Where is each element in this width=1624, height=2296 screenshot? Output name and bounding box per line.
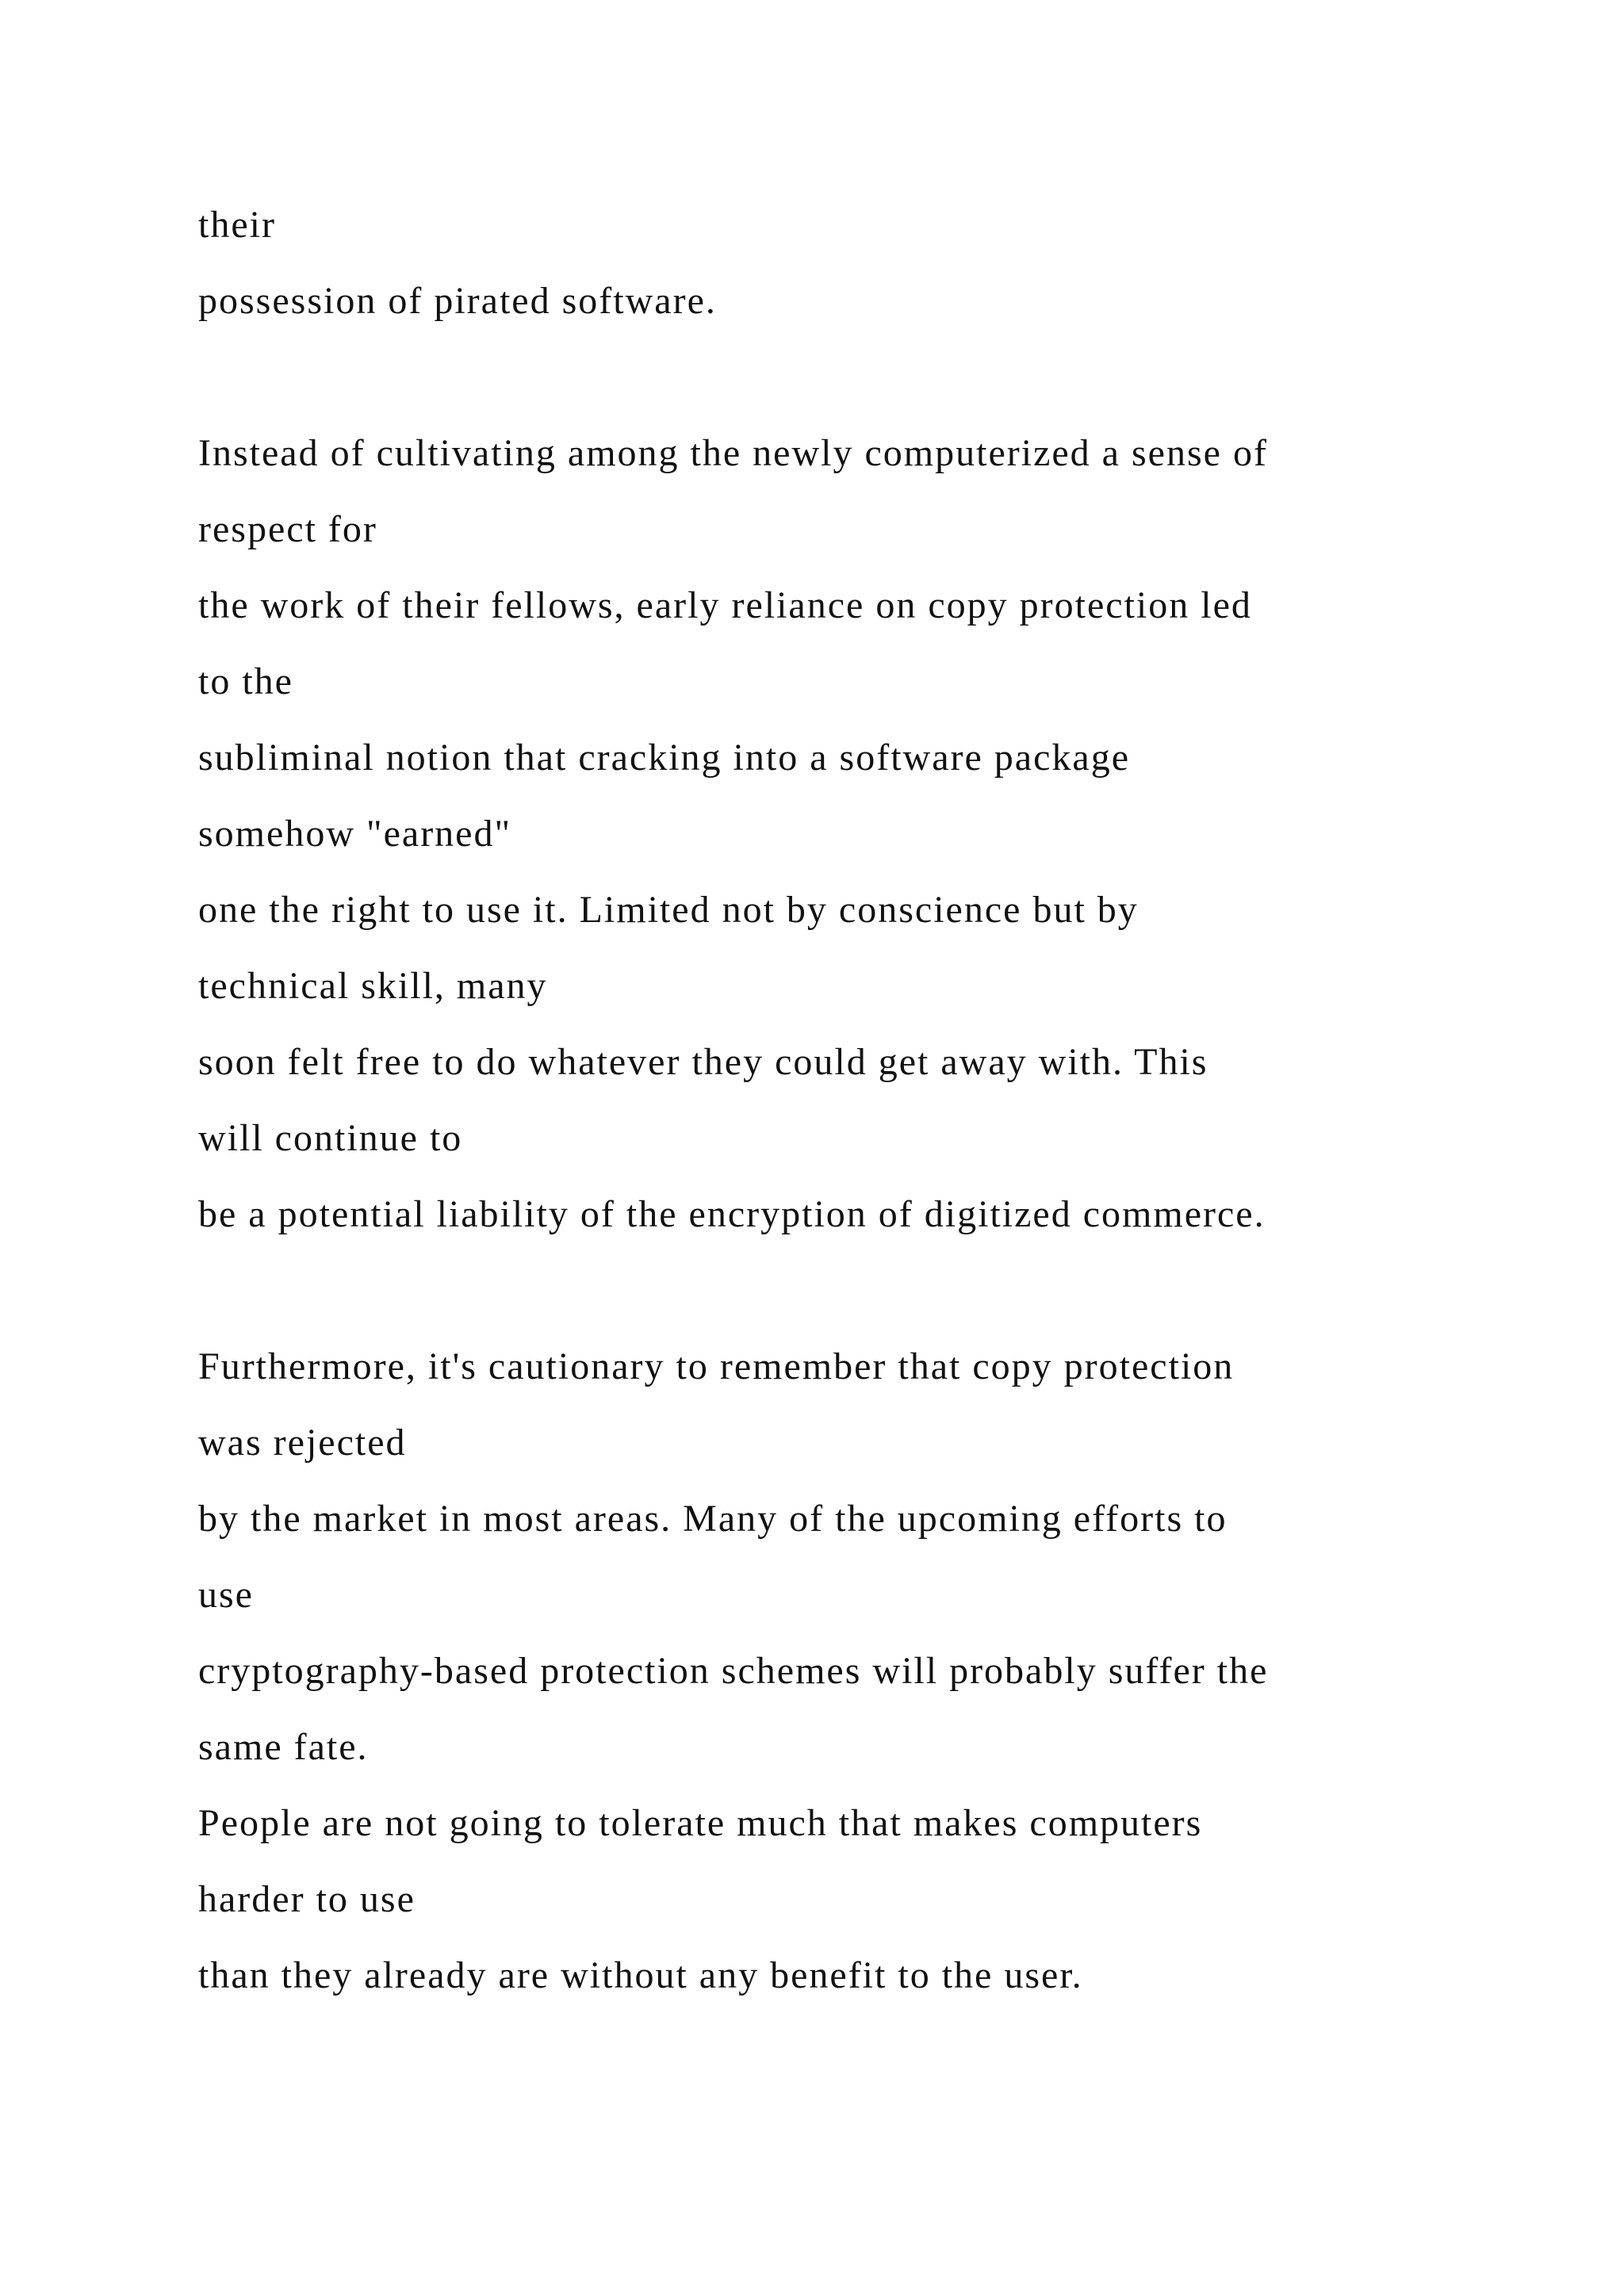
text-line: Furthermore, it's cautionary to remember that copy protection — [198, 1345, 1235, 1387]
text-line: to the — [198, 660, 293, 702]
text-line: be a potential liability of the encryption of digitized commerce. — [198, 1193, 1266, 1235]
paragraph-spacer — [198, 1253, 1546, 1329]
paragraph — [198, 187, 1546, 339]
text-line: one the right to use it. Limited not by conscience but by — [198, 889, 1139, 931]
text-line: harder to use — [198, 1878, 416, 1920]
text-line: People are not going to tolerate much that makes computers — [198, 1802, 1203, 1844]
text-line: than they already are without any benefit to the user. — [198, 1954, 1083, 1996]
text-line: their — [198, 204, 276, 246]
text-line: respect for — [198, 508, 377, 550]
text-line: will continue to — [198, 1117, 463, 1159]
text-line: same fate. — [198, 1726, 369, 1768]
text-line: by the market in most areas. Many of the upcoming efforts to — [198, 1498, 1228, 1540]
text-line: possession of pirated software. — [198, 280, 717, 322]
text-line: Instead of cultivating among the newly computerized a sense of — [198, 432, 1268, 474]
paragraph — [198, 415, 1546, 1253]
text-line: use — [198, 1574, 254, 1616]
paragraph-spacer — [198, 339, 1546, 415]
text-line: subliminal notion that cracking into a software package — [198, 737, 1130, 779]
text-line: somehow "earned" — [198, 813, 512, 855]
text-line: soon felt free to do whatever they could get away with. This — [198, 1041, 1208, 1083]
text-line: cryptography-based protection schemes will probably suffer the — [198, 1650, 1269, 1692]
document-body — [198, 187, 1546, 2014]
paragraph — [198, 1329, 1546, 2014]
text-line: technical skill, many — [198, 965, 548, 1007]
text-line: was rejected — [198, 1422, 407, 1464]
text-line: the work of their fellows, early reliance on copy protection led — [198, 584, 1252, 626]
